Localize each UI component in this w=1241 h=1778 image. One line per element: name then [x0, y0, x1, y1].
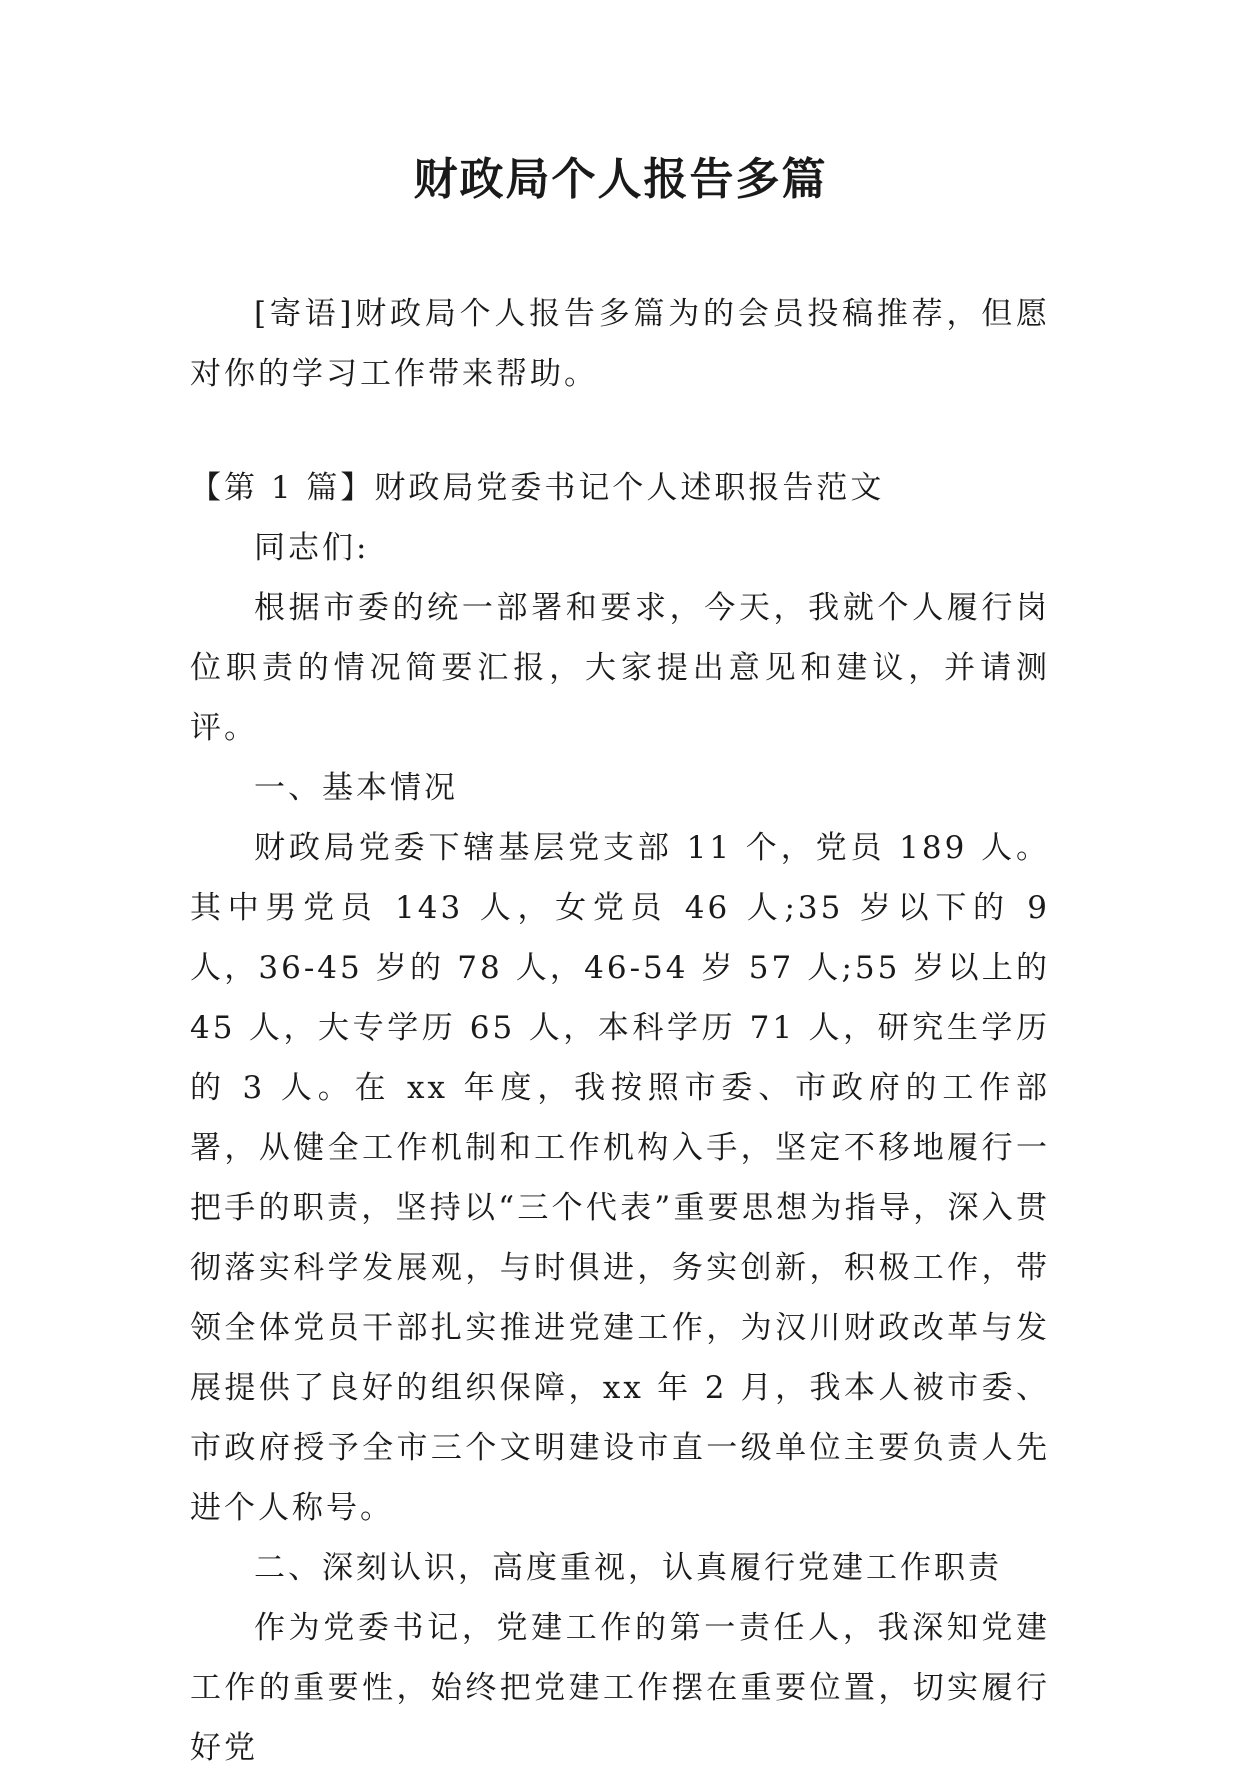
report-body: [190, 458, 1050, 1778]
subheading: 二、深刻认识，高度重视，认真履行党建工作职责: [254, 1550, 1002, 1586]
paragraph: 财政局党委下辖基层党支部 11 个，党员 189 人。其中男党员 143 人，女党员 46 人;35 岁以下的 9 人，36-45 岁的 78 人，46-54 岁 57 人;55 岁以上的 45 人，大专学历 65 人，本科学历 71 人，研究生学历的 3 人。在 xx 年度，我按照市委、市政府的工作部署，从健全工作机制和工作机构入手，坚定不移地履行一把手的职责，坚持以“三个代表”重要思想为指导，深入贯彻落实科学发展观，与时俱进，务实创新，积极工作，带领全体党员干部扎实推进党建工作，为汉川财政改革与发展提供了良好的组织保障，xx 年 2 月，我本人被市委、市政府授予全市三个文明建设市直一级单位主要负责人先进个人称号。: [190, 830, 1050, 1526]
intro-block: [190, 284, 1050, 404]
section-heading: 【第 1 篇】财政局党委书记个人述职报告范文: [190, 470, 885, 506]
salutation: 同志们:: [254, 530, 370, 566]
subheading: 一、基本情况: [254, 770, 458, 806]
paragraph: 作为党委书记，党建工作的第一责任人，我深知党建工作的重要性，始终把党建工作摆在重要位置，切实履行好党: [190, 1610, 1050, 1766]
intro-paragraph: [寄语]财政局个人报告多篇为的会员投稿推荐，但愿对你的学习工作带来帮助。: [190, 296, 1050, 392]
document-title: 财政局个人报告多篇: [413, 154, 828, 205]
paragraph: 根据市委的统一部署和要求，今天，我就个人履行岗位职责的情况简要汇报，大家提出意见和建议，并请测评。: [190, 590, 1050, 746]
